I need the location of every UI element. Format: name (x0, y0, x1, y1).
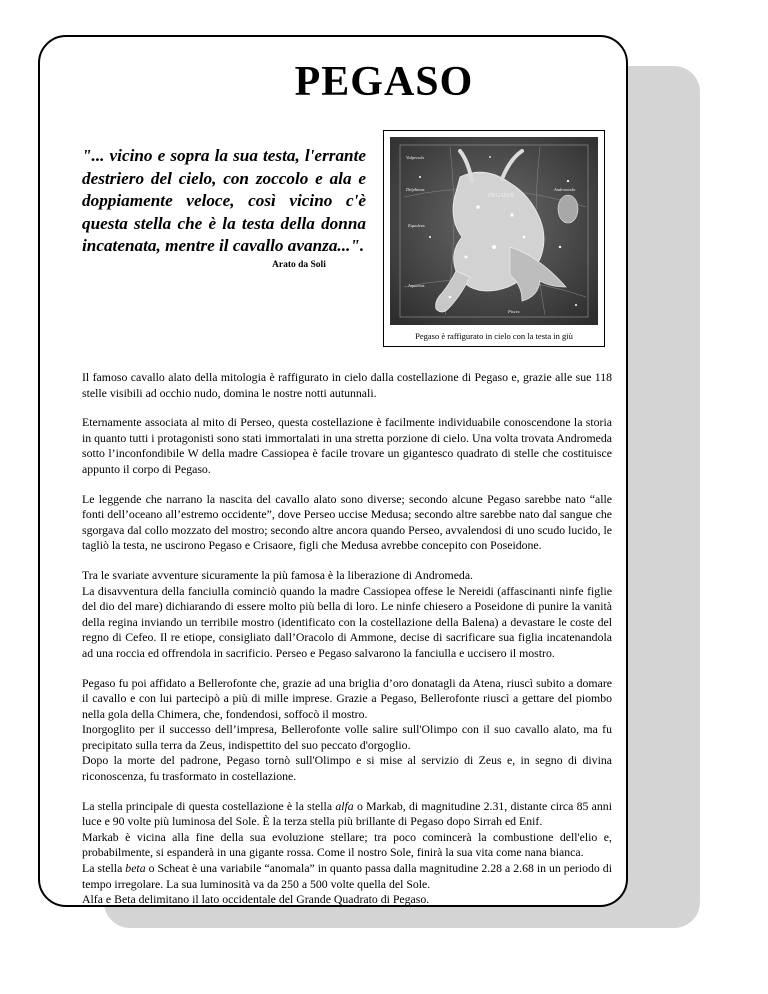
alfa-word: alfa (335, 798, 354, 813)
pegasus-illustration (390, 137, 598, 325)
paragraph-intro: Il famoso cavallo alato della mitologia è raffigurato in cielo dalla costellazione di Pegaso e, grazie alle sue 118 stelle visibili ad occhio nudo, domina le nostre notti autunnali. (82, 370, 612, 400)
paragraph-perseo: Eternamente associata al mito di Perseo, questa costellazione è facilmente individuabile conoscendone la storia in quanto tutti i protagonisti sono stati immortalati in una stretta porzione di cielo. Una volta trovata Andromeda sotto l’inconfondibile W della madre Cassiopea è facile trovare un gigantesco quadrato di stelle che costituisce appunto il corpo di Pegaso. (82, 415, 612, 476)
constellation-figure (383, 130, 605, 347)
figure-caption: Pegaso è raffigurato in cielo con la testa in giù (415, 331, 573, 341)
bellerofonte-line-2: Inorgoglito per il successo dell’impresa, Bellerofonte volle salire sull'Olimpo con il suo cavallo alato, ma fu precipitato sulla terra da Zeus, indispettito del suo peccato d'orgoglio. (82, 722, 612, 752)
chart-label-vulpecula: Vulpecula (406, 155, 424, 160)
stars-beta-line (82, 861, 612, 892)
chart-label-delphinus: Delphinus (406, 187, 425, 192)
alfa-text-after: o Markab, di magnitudine 2.31, distante circa 85 anni luce e 90 volte più luminosa del Sole. È la terza stella più brillante di Pegaso dopo Sirrah ed Enif. (82, 798, 612, 829)
chart-label-equuleus: Equuleus (408, 223, 425, 228)
beta-text-after: o Scheat è una variabile “anomala” in quanto passa dalla magnitudine 2.28 a 2.68 in un periodo di tempo irregolare. La sua luminosità va da 250 a 500 volte quella del Sole. (82, 861, 612, 891)
chart-label-pisces: Pisces (508, 309, 520, 314)
bellerofonte-line-3: Dopo la morte del padrone, Pegaso tornò sull'Olimpo e si mise al servizio di Zeus e, in segno di divina riconoscenza, fu trasformato in costellazione. (82, 753, 612, 784)
paragraph-andromeda (82, 568, 612, 662)
quote-author: Arato da Soli (272, 260, 326, 270)
alfa-text-before: La stella principale di questa costellazione è la stella (82, 798, 336, 813)
paragraph-leggende: Le leggende che narrano la nascita del cavallo alato sono diverse; secondo alcune Pegaso sarebbe nato “alle fonti dell’oceano all’estremo occidente”, dove Perseo uccise Medusa; secondo altre sarebbe nato dal sangue che sgorgava dal collo mozzato del mostro; secondo altre ancora quando Perseo, avvalendosi di uno scudo lucido, le tagliò la testa, ne uscirono Pegaso e Crisaore, figli che Medusa avrebbe concepito con Poseidone. (82, 491, 612, 553)
beta-text-before: La stella (82, 861, 126, 876)
beta-word: beta (125, 861, 146, 876)
andromeda-line-2: La disavventura della fanciulla cominciò quando la madre Cassiopea offese le Nereidi (affascinanti ninfe figlie del dio del mare) dichiarando di essere molto più bella di loro. Le ninfe chiesero a Poseidone di punire la vanità della regina inviando un terribile mostro (identificato con la costellazione della Balena) a devastare le coste del regno di Cefeo. Il re etiope, consigliato dall’Oracolo di Ammone, decise di sacrificare sua figlia incatenandola ad una roccia ed offrendola in sacrificio. Perseo e Pegaso salvarono la fanciulla e uccisero il mostro. (82, 583, 612, 660)
pegasus-star-chart-image (390, 137, 598, 325)
page-title: PEGASO (294, 59, 474, 105)
bellerofonte-line-1: Pegaso fu poi affidato a Bellerofonte che, grazie ad una briglia d’oro donatagli da Atena, riuscì subito a domare il cavallo e con lui partecipò a più di mille imprese. Grazie a Pegaso, Bellerofonte riuscì a gettare del piombo nella gola della Chimera, che, fondendosi, soffocò il mostro. (82, 675, 612, 721)
stars-closing-line: Alfa e Beta delimitano il lato occidentale del Grande Quadrato di Pegaso. (82, 892, 430, 907)
article-body (82, 370, 612, 908)
opening-quote: "... vicino e sopra la sua testa, l'errante destriero del cielo, con zoccolo e ala e doppiamente veloce, così vicino c'è questa stella che è la testa della donna incatenata, mentre il cavallo avanza...". (82, 146, 366, 255)
stars-markab-line: Markab è vicina alla fine della sua evoluzione stellare; tra poco comincerà la combustione dell'elio e, probabilmente, si espanderà in una gigante rossa. Come il nostro Sole, finirà la sua vita come nana bianca. (82, 829, 612, 860)
chart-label-andromeda: Andromeda (554, 187, 575, 192)
paragraph-stars (82, 799, 612, 908)
paragraph-bellerofonte (82, 676, 612, 785)
chart-label-pegasus: PEGASUS (488, 193, 514, 199)
andromeda-line-1: Tra le svariate avventure sicuramente la più famosa è la liberazione di Andromeda. (82, 567, 474, 582)
stars-alfa-line (82, 799, 612, 830)
chart-label-aquarius: Aquarius (408, 283, 425, 288)
